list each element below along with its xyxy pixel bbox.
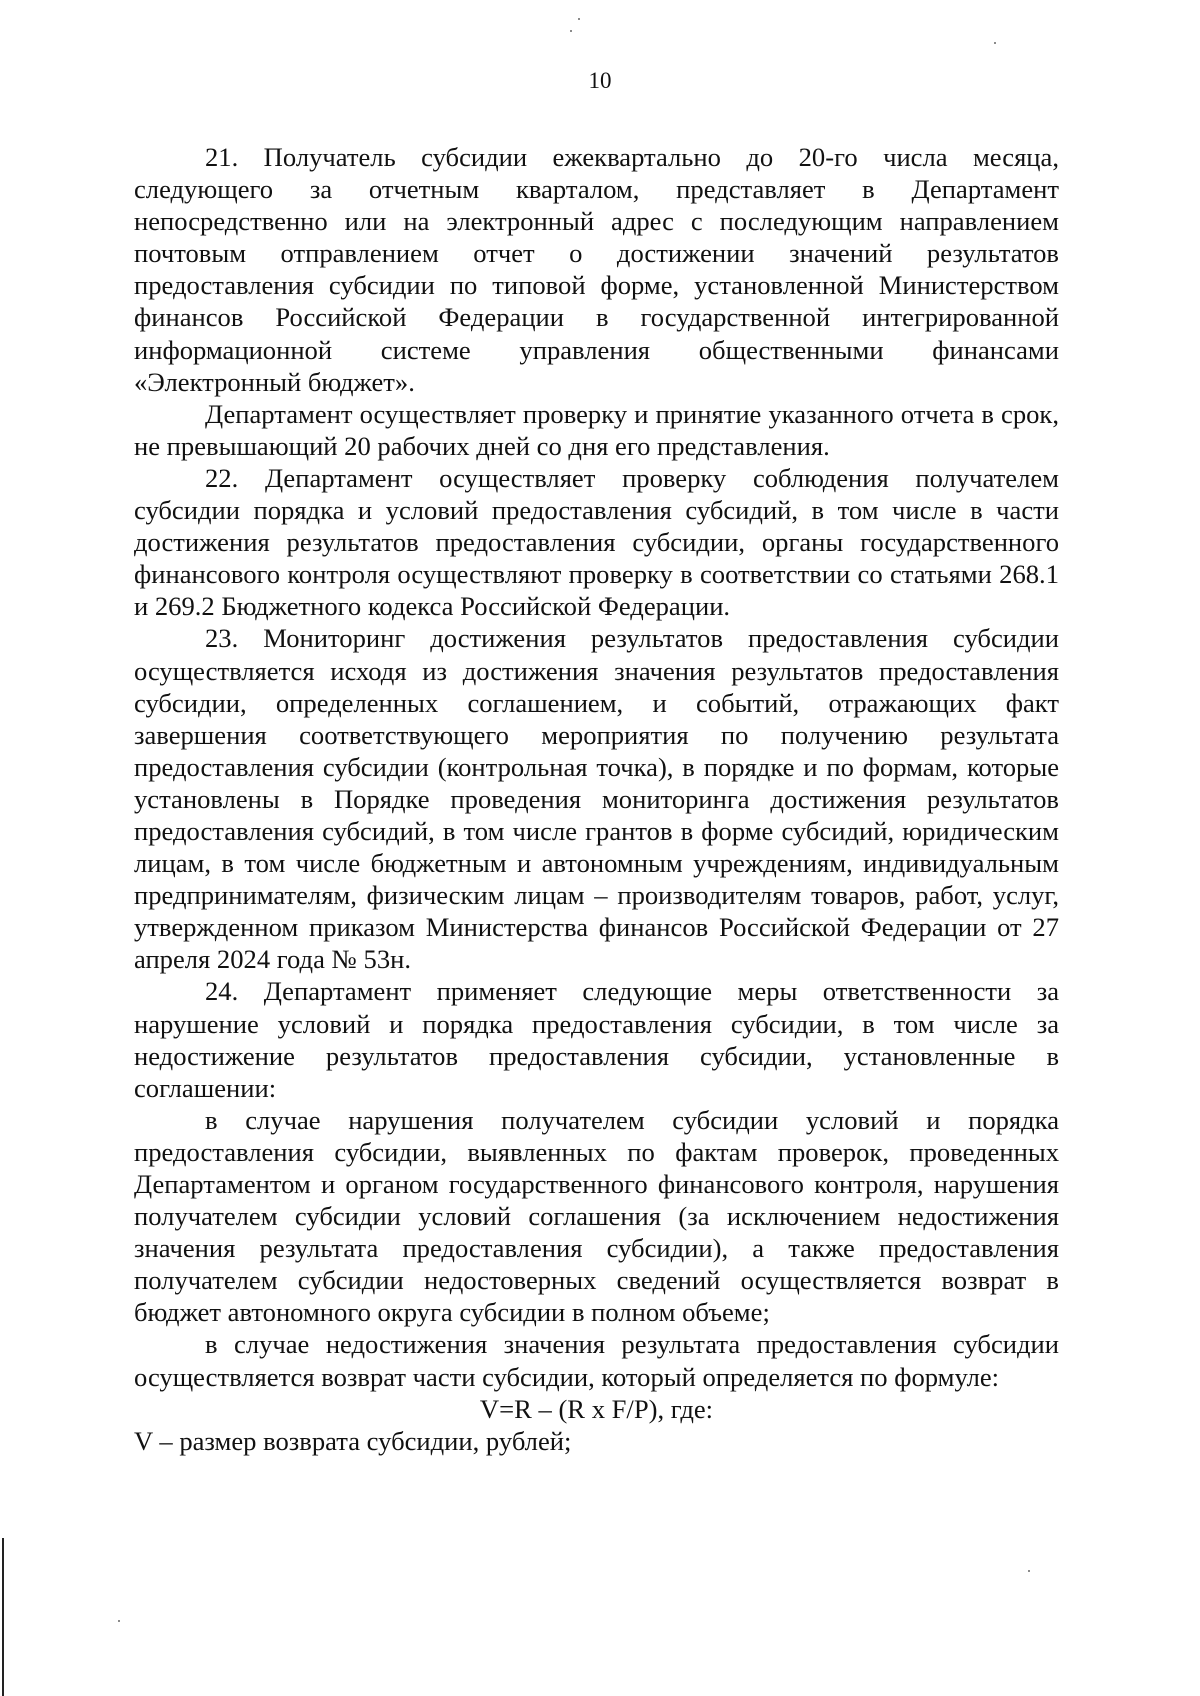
- scan-edge-line: [2, 1538, 4, 1696]
- scan-speck: [1028, 1570, 1030, 1572]
- paragraph-report-check: Департамент осуществляет проверку и принятие указанного отчета в срок, не превышающий 20 рабочих дней со дня его представления.: [134, 398, 1059, 461]
- scan-speck: [118, 1620, 120, 1622]
- scan-speck: [994, 42, 996, 44]
- paragraph-24: 24. Департамент применяет следующие меры ответственности за нарушение условий и порядка предоставления субсидии, в том числе за недостижение результатов предоставления субсидии, установленные в соглашении:: [134, 976, 1059, 1103]
- formula-definition-v: V – размер возврата субсидии, рублей;: [134, 1425, 572, 1456]
- paragraph-23: 23. Мониторинг достижения результатов предоставления субсидии осуществляется исходя из достижения значения результатов предоставления субсидии, определенных соглашением, и событий, отражающих факт завершения соответствующего мероприятия по получению результата предоставления субсидии (контрольная точка), в порядке и по формам, которые установлены в Порядке проведения мониторинга достижения результатов предоставления субсидий, в том числе грантов в форме субсидий, юридическим лицам, в том числе бюджетным и автономным учреждениям, индивидуальным предпринимателям, физическим лицам – производителям товаров, работ, услуг, утвержденном приказом Министерства финансов Российской Федерации от 27 апреля 2024 года № 53н.: [134, 623, 1059, 975]
- paragraph-partial-refund: в случае недостижения значения результата предоставления субсидии осуществляется возврат части субсидии, который определяется по формуле:: [134, 1329, 1059, 1392]
- paragraph-21: 21. Получатель субсидии ежеквартально до 20-го числа месяца, следующего за отчетным кварталом, представляет в Департамент непосредственно или на электронный адрес с последующим направлением почтовым отправлением отчет о достижении значений результатов предоставления субсидии по типовой форме, установленной Министерством финансов Российской Федерации в государственной интегрированной информационной системе управления общественными финансами «Электронный бюджет».: [134, 142, 1059, 397]
- paragraph-full-refund: в случае нарушения получателем субсидии условий и порядка предоставления субсидии, выявленных по фактам проверок, проведенных Департаментом и органом государственного финансового контроля, нарушения получателем субсидии условий соглашения (за исключением недостижения значения результата предоставления субсидии), а также предоставления получателем субсидии недостоверных сведений осуществляется возврат в бюджет автономного округа субсидии в полном объеме;: [134, 1104, 1059, 1328]
- page-number: 10: [588, 68, 612, 93]
- refund-formula: V=R – (R x F/P), где:: [479, 1393, 714, 1424]
- scan-speck: [578, 18, 580, 20]
- paragraph-22: 22. Департамент осуществляет проверку соблюдения получателем субсидии порядка и условий предоставления субсидий, в том числе в части достижения результатов предоставления субсидии, органы государственного финансового контроля осуществляют проверку в соответствии со статьями 268.1 и 269.2 Бюджетного кодекса Российской Федерации.: [134, 462, 1059, 622]
- scan-speck: [570, 30, 572, 32]
- document-body: [134, 141, 1059, 1457]
